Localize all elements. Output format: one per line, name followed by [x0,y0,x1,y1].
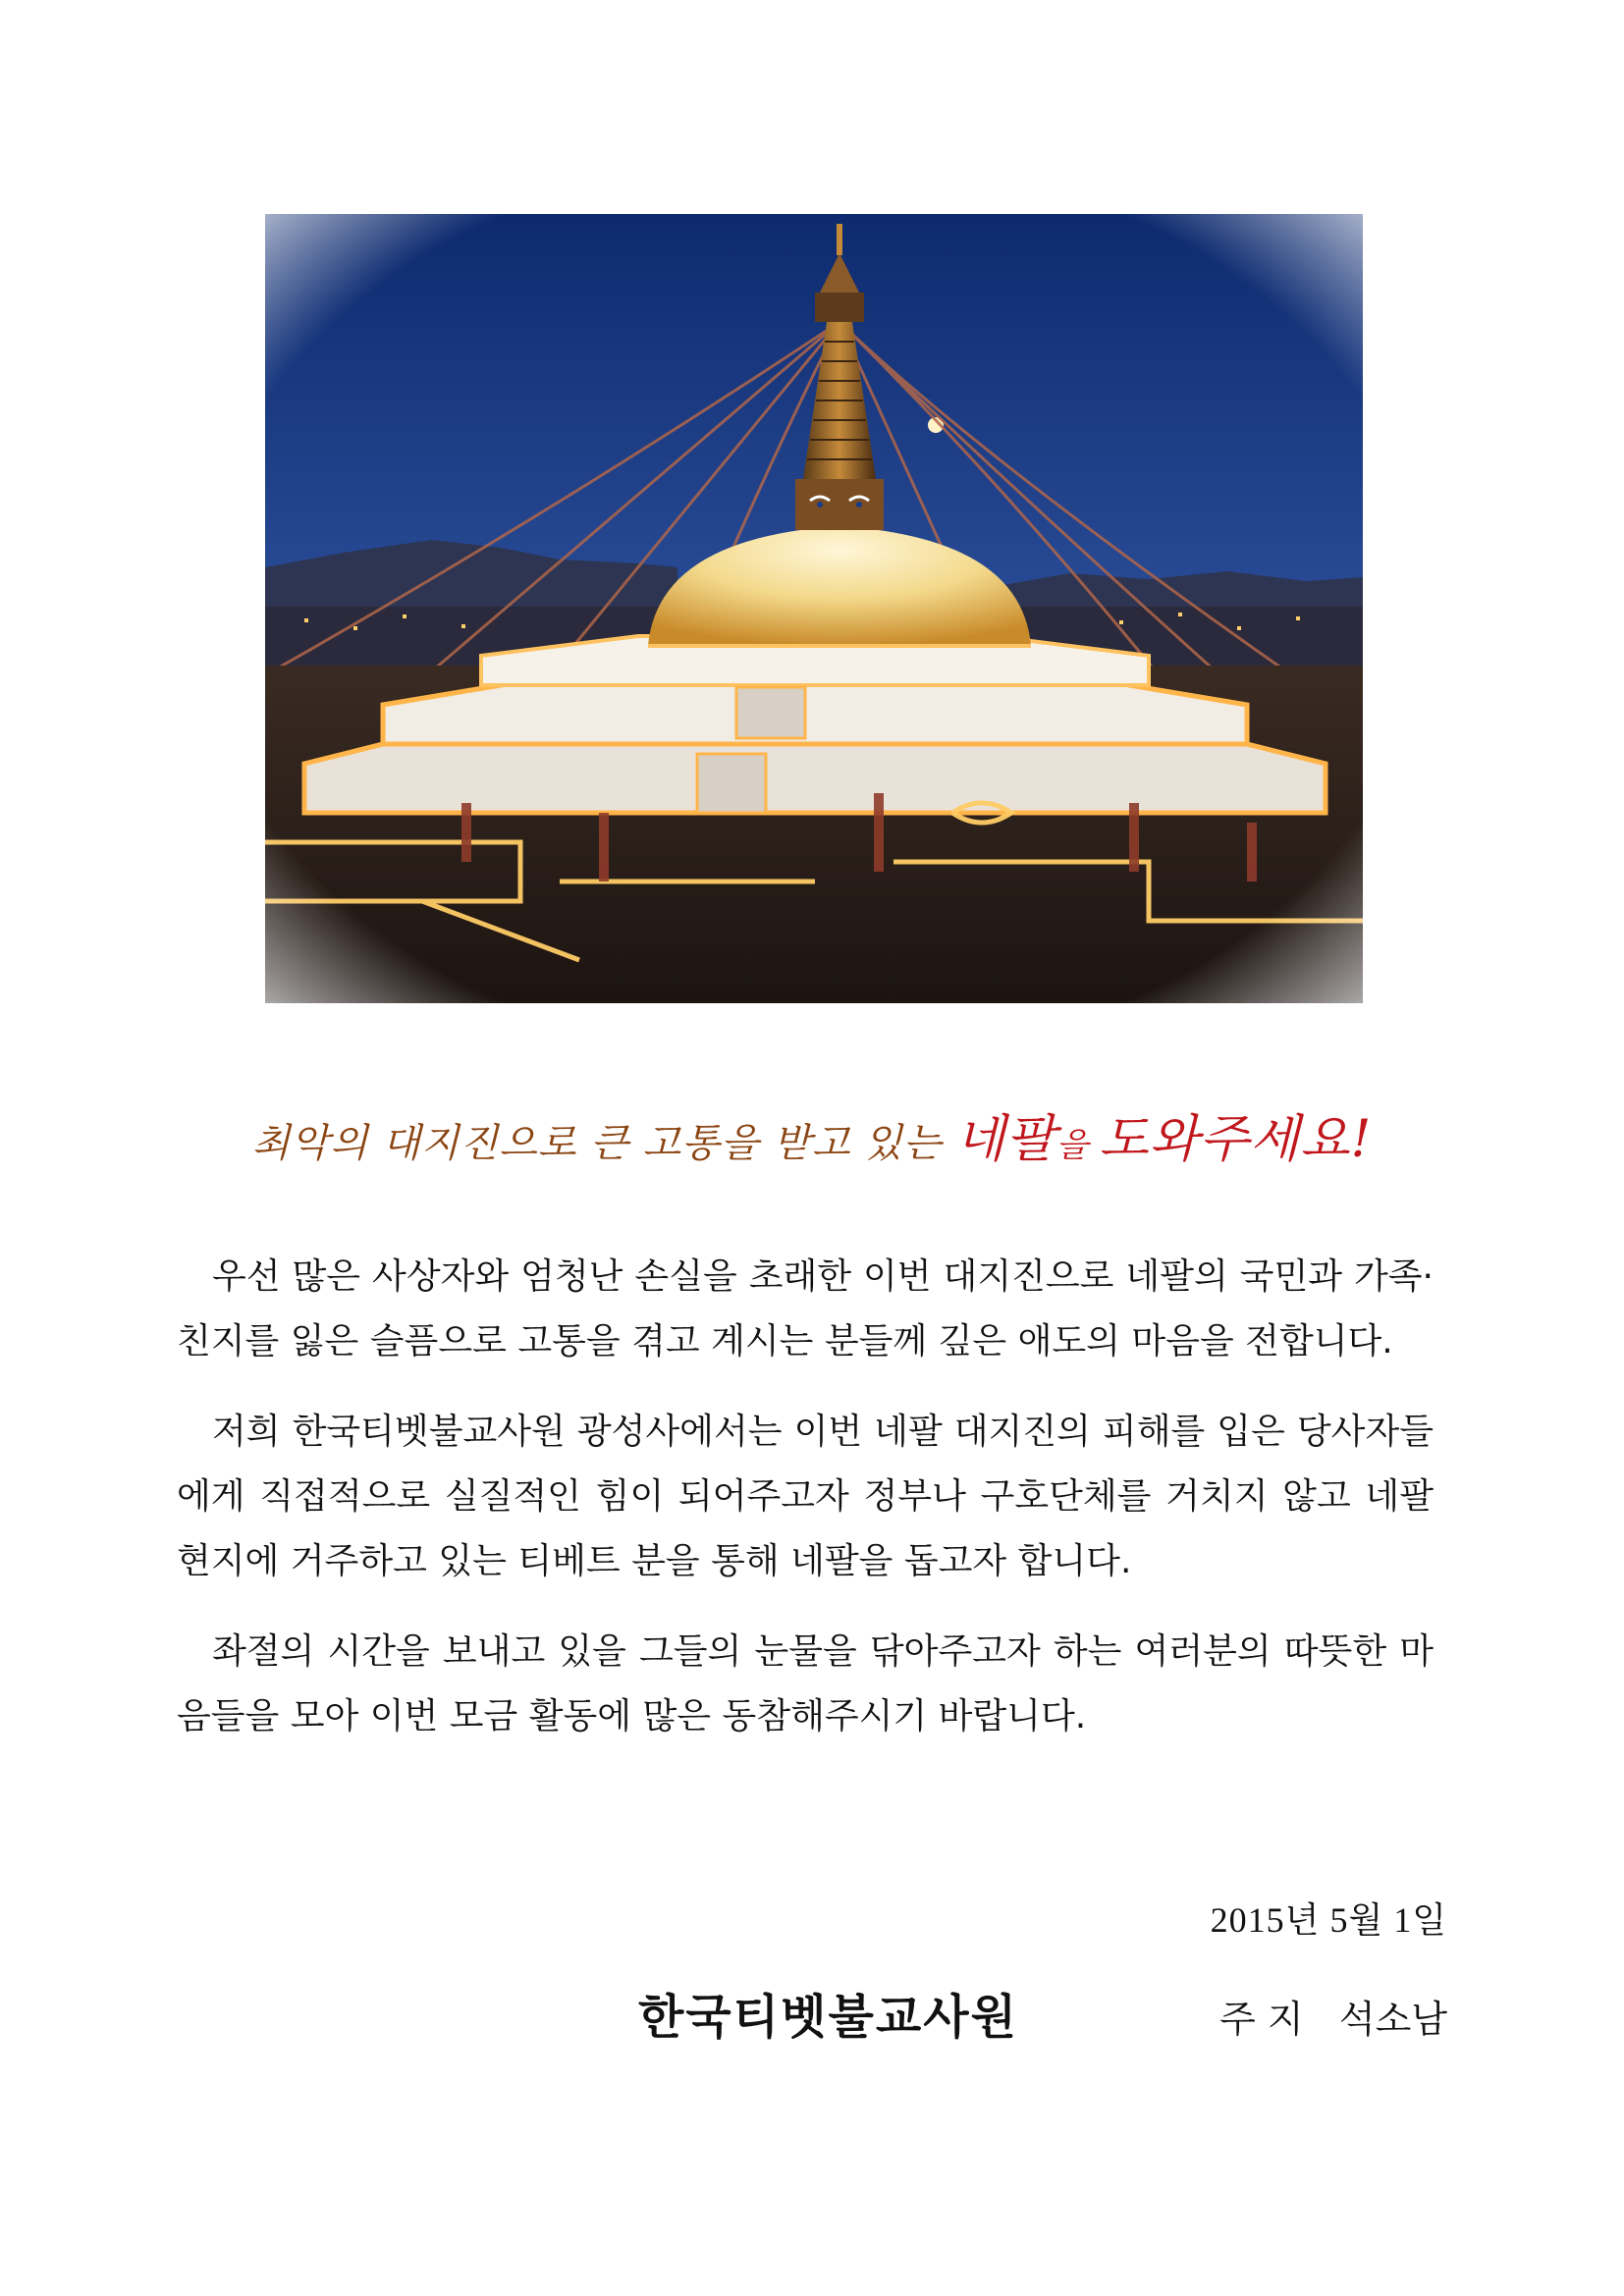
headline [0,1097,1624,1171]
headline-particle: 을 [1056,1126,1100,1165]
signer-name: 주 지 석소남 [1219,1998,1447,2041]
paragraph-condolence: 우선 많은 사상자와 엄청난 손실을 초래한 이번 대지진으로 네팔의 국민과 가족·친지를 잃은 슬픔으로 고통을 겪고 계시는 분들께 깊은 애도의 마음을 전합니다. [177,1256,1434,1362]
paragraph-appeal: 좌절의 시간을 보내고 있을 그들의 눈물을 닦아주고자 하는 여러분의 따뜻한 마음들을 모아 이번 모금 활동에 많은 동참해주시기 바랍니다. [177,1631,1434,1736]
letter-date: 2015년 5월 1일 [1210,1900,1447,1940]
headline-help: 도와주세요! [1099,1110,1373,1169]
stupa-photo [265,214,1363,1003]
headline-nepal: 네팔 [955,1110,1056,1169]
stupa-illustration [265,214,1363,1003]
paragraph-intent: 저희 한국티벳불교사원 광성사에서는 이번 네팔 대지진의 피해를 입은 당사자들에게 직접적으로 실질적인 힘이 되어주고자 정부나 구호단체를 거치지 않고 네팔 현지에 거주하고 있는 티베트 분을 통해 네팔을 돕고자 합니다. [177,1412,1434,1581]
letter-body [177,1245,1434,1775]
headline-intro: 최악의 대지진으로 큰 고통을 받고 있는 [251,1121,956,1166]
organization-name: 한국티벳불교사원 [638,1990,1018,2045]
